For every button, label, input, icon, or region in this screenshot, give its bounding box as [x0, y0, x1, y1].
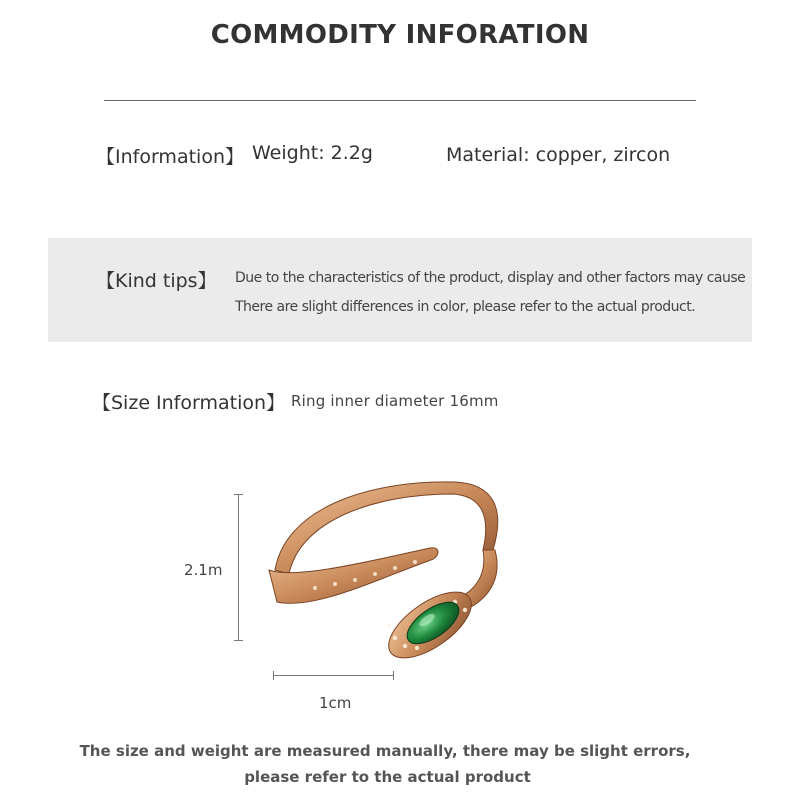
height-dimension-tick-bottom	[234, 640, 243, 641]
height-dimension-line	[238, 494, 239, 641]
height-dimension-tick-top	[234, 494, 243, 495]
size-information-value: Ring inner diameter 16mm	[291, 392, 499, 410]
kind-tips-label: 【Kind tips】	[96, 270, 217, 292]
width-dimension-line	[274, 675, 394, 676]
measurement-note-line1: The size and weight are measured manually, there may be slight errors,	[79, 742, 691, 760]
information-label: 【Information】	[96, 146, 244, 168]
width-dimension-label: 1cm	[319, 694, 352, 712]
width-dimension-tick-right	[393, 671, 394, 680]
weight-value: Weight: 2.2g	[252, 142, 373, 164]
width-dimension-tick-left	[273, 671, 274, 680]
kind-tips-text-line2: There are slight differences in color, please refer to the actual product.	[235, 299, 696, 315]
page-title: COMMODITY INFORATION	[210, 20, 590, 50]
kind-tips-text-line1: Due to the characteristics of the product, display and other factors may cause	[235, 270, 746, 286]
material-value: Material: copper, zircon	[446, 144, 671, 166]
ring-product-image	[255, 470, 525, 670]
size-information-label: 【Size Information】	[92, 392, 286, 414]
title-divider	[104, 100, 696, 101]
height-dimension-label: 2.1m	[184, 561, 223, 579]
measurement-note-line2: please refer to the actual product	[244, 768, 531, 786]
